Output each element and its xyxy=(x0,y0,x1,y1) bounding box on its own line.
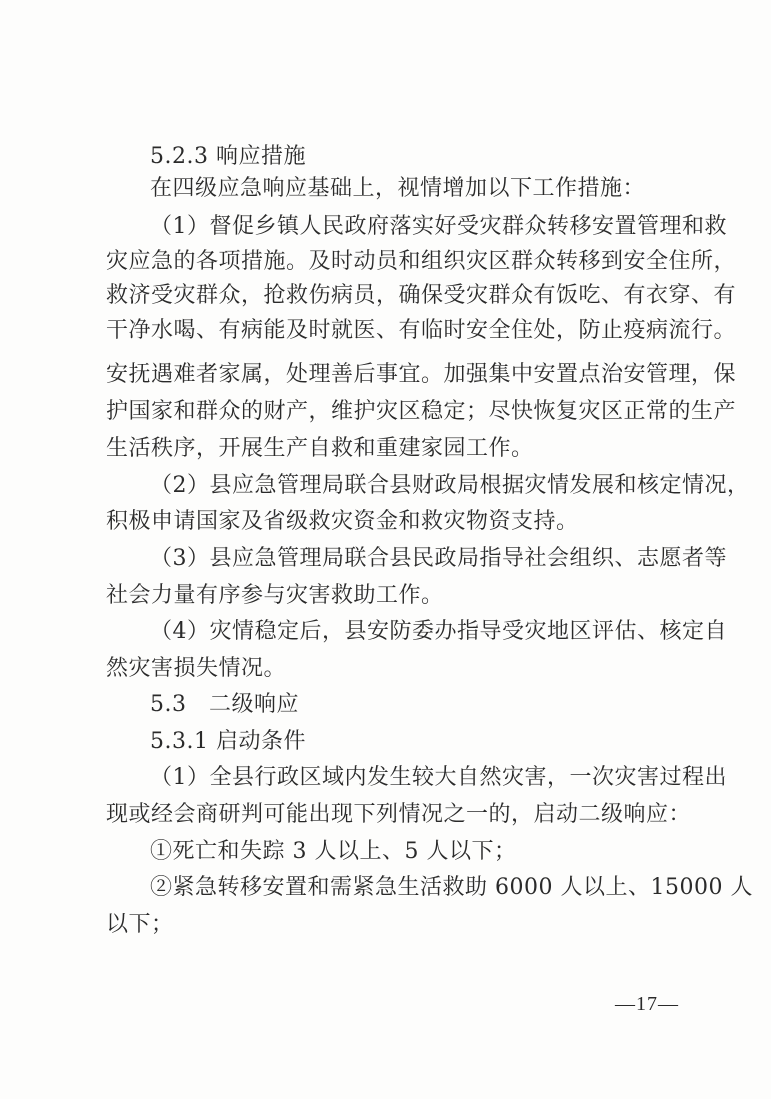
list-item: ①死亡和失踪 3 人以上、5 人以下； xyxy=(150,839,517,864)
paragraph-line: （1）全县行政区域内发生较大自然灾害，一次灾害过程出 xyxy=(150,765,727,790)
paragraph-line: 社会力量有序参与灾害救助工作。 xyxy=(106,583,444,608)
paragraph-line: （1）督促乡镇人民政府落实好受灾群众转移安置管理和救 xyxy=(150,214,727,239)
paragraph-line: 灾应急的各项措施。及时动员和组织灾区群众转移到安全住所， xyxy=(106,249,737,274)
paragraph-line: 安抚遇难者家属，处理善后事宜。加强集中安置点治安管理，保 xyxy=(106,362,737,387)
paragraph-line: （2）县应急管理局联合县财政局根据灾情发展和核定情况， xyxy=(150,473,750,498)
paragraph-line: 积极申请国家及省级救灾资金和救灾物资支持。 xyxy=(106,509,579,534)
section-heading-5-3: 5.3 二级响应 xyxy=(150,692,299,717)
paragraph-line: 生活秩序，开展生产自救和重建家园工作。 xyxy=(106,436,534,461)
paragraph-line: 护国家和群众的财产，维护灾区稳定；尽快恢复灾区正常的生产 xyxy=(106,399,737,424)
paragraph-line: 干净水喝、有病能及时就医、有临时安全住处，防止疫病流行。 xyxy=(106,318,737,343)
paragraph-line: 救济受灾群众，抢救伤病员，确保受灾群众有饭吃、有衣穿、有 xyxy=(106,283,737,308)
section-heading-5-2-3: 5.2.3 响应措施 xyxy=(150,144,306,169)
paragraph-line: （3）县应急管理局联合县民政局指导社会组织、志愿者等 xyxy=(150,546,727,571)
section-heading-5-3-1: 5.3.1 启动条件 xyxy=(150,729,306,754)
paragraph-line: （4）灾情稳定后，县安防委办指导受灾地区评估、核定自 xyxy=(150,619,727,644)
paragraph-line: 在四级应急响应基础上，视情增加以下工作措施： xyxy=(150,176,646,201)
list-item-continuation: 以下； xyxy=(106,912,174,937)
paragraph-line: 现或经会商研判可能出现下列情况之一的，启动二级响应： xyxy=(106,802,692,827)
paragraph-line: 然灾害损失情况。 xyxy=(106,656,287,681)
list-item: ②紧急转移安置和需紧急生活救助 6000 人以上、15000 人 xyxy=(150,875,753,900)
page-number: —17— xyxy=(615,993,679,1015)
